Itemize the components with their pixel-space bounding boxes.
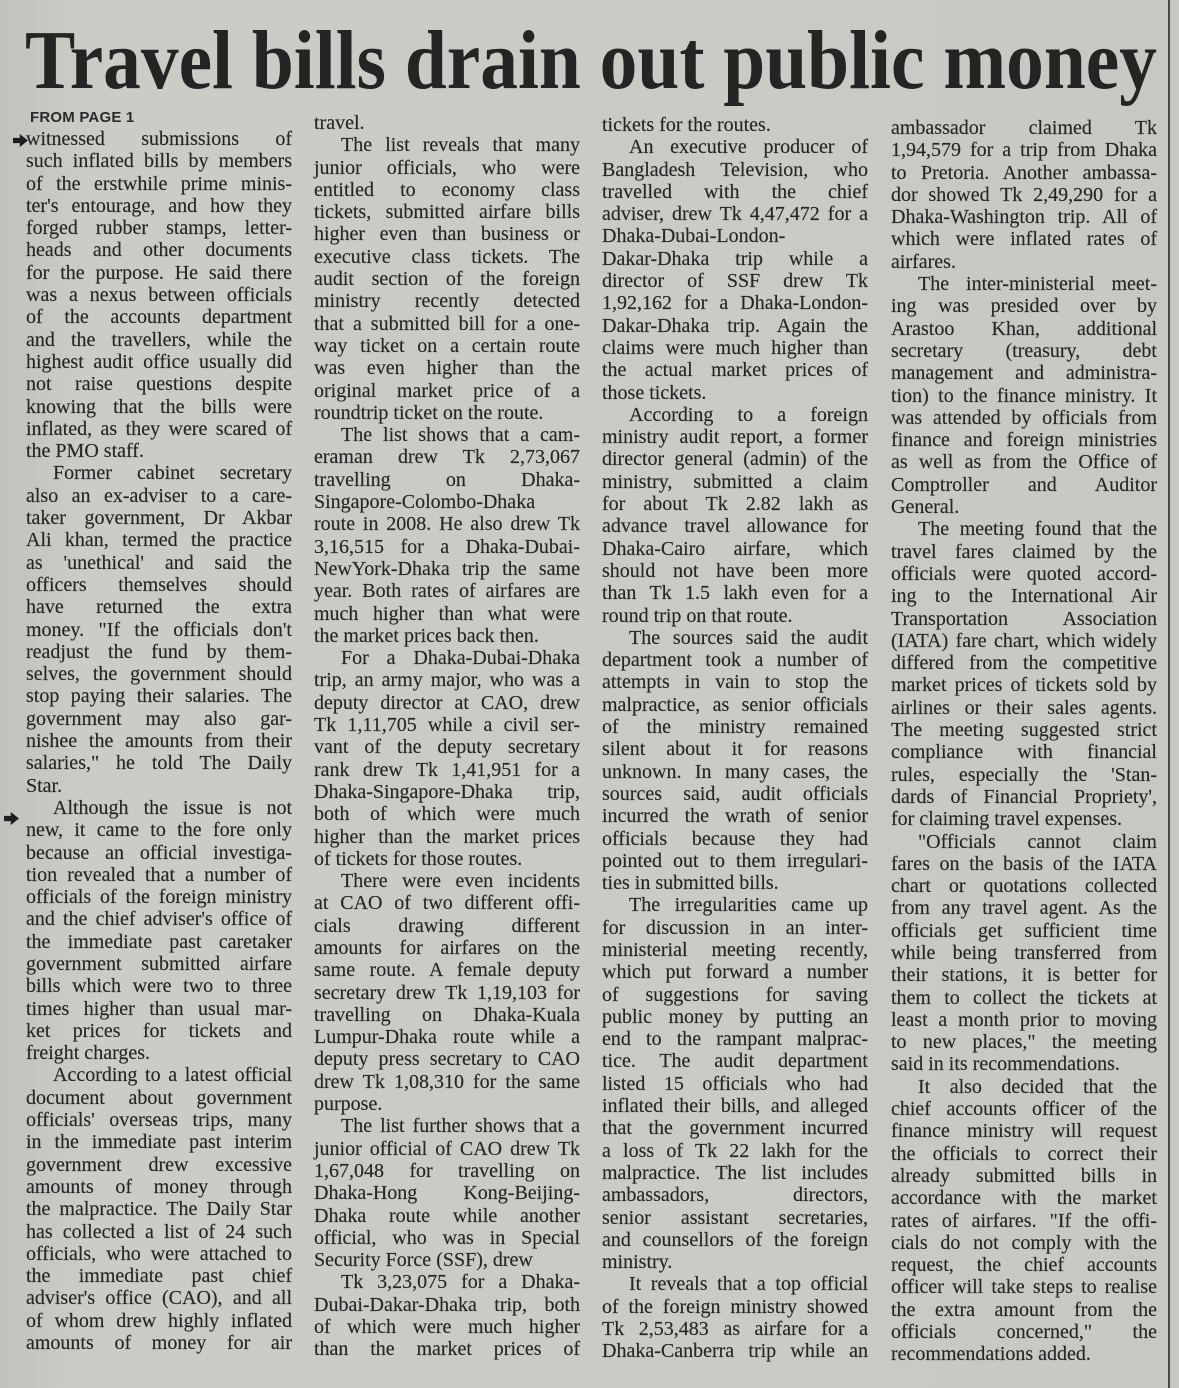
text-line: them to collect the tickets at bbox=[891, 986, 1157, 1009]
text-line: Tk 3,23,075 for a Dhaka- bbox=[341, 1271, 580, 1294]
text-line: "Officials cannot claim bbox=[918, 830, 1157, 853]
text-line: Dhaka-Washington trip. All of bbox=[891, 206, 1157, 229]
text-line: was attended by officials from bbox=[891, 406, 1157, 429]
text-line: rank drew Tk 1,41,951 for a bbox=[314, 758, 580, 781]
text-line: ket prices for tickets and bbox=[26, 1019, 292, 1042]
text-line: inflated, as they were scared of bbox=[26, 417, 292, 440]
text-line: According to a foreign bbox=[629, 403, 868, 426]
paragraph bbox=[602, 627, 868, 895]
paragraph bbox=[314, 424, 580, 647]
text-line: Transportation Association bbox=[891, 607, 1157, 630]
text-line: deputy director at CAO, drew bbox=[314, 691, 580, 714]
arrow-marker-icon bbox=[4, 812, 19, 825]
text-line: tickets for the routes. bbox=[602, 114, 771, 136]
text-line: was a nexus between officials bbox=[26, 284, 292, 307]
text-line: as well as from the Office of bbox=[891, 451, 1157, 474]
text-line: because an official investiga- bbox=[26, 841, 292, 864]
text-line: taker government, Dr Akbar bbox=[26, 507, 292, 530]
text-line: officials, who were attached to bbox=[26, 1242, 292, 1265]
text-line: a loss of Tk 22 lakh for the bbox=[602, 1139, 868, 1162]
text-line: Dhaka-Dubai-London- bbox=[602, 225, 786, 248]
paragraph bbox=[26, 128, 292, 462]
text-line: drew Tk 1,08,310 for the same bbox=[314, 1070, 580, 1093]
text-line: heads and other documents bbox=[26, 239, 292, 262]
text-line: tice. The audit department bbox=[602, 1050, 868, 1073]
text-line: government submitted airfare bbox=[26, 952, 292, 975]
text-line: to Pretoria. Another ambassa- bbox=[891, 161, 1157, 184]
text-line: incurred the wrath of senior bbox=[602, 805, 868, 828]
paragraph bbox=[314, 647, 580, 870]
text-line: tion revealed that a number of bbox=[26, 863, 292, 886]
text-line: round trip on that route. bbox=[602, 604, 793, 627]
text-line: least a month prior to moving bbox=[891, 1008, 1157, 1031]
text-line: such inflated bills by members bbox=[26, 150, 292, 173]
text-line: the immediate past caretaker bbox=[26, 930, 292, 953]
text-line: of the erstwhile prime minis- bbox=[26, 172, 292, 195]
text-line: much higher than what were bbox=[314, 602, 580, 625]
text-line: finance ministry will request bbox=[891, 1120, 1157, 1143]
text-line: recommendations added. bbox=[891, 1343, 1091, 1366]
text-line: The list further shows that a bbox=[341, 1115, 580, 1138]
text-line: chief accounts officer of the bbox=[891, 1098, 1157, 1121]
text-line: eraman drew Tk 2,73,067 bbox=[314, 446, 580, 469]
text-line: dor showed Tk 2,49,290 for a bbox=[891, 183, 1157, 206]
paragraph bbox=[26, 1064, 292, 1354]
text-line: The inter-ministerial meet- bbox=[918, 273, 1157, 296]
text-line: official, who was in Special bbox=[314, 1226, 580, 1249]
paragraph bbox=[314, 134, 580, 424]
text-line: unknown. In many cases, the bbox=[602, 760, 868, 783]
text-line: also an ex-adviser to a care- bbox=[26, 484, 292, 507]
text-line: that the government incurred bbox=[602, 1117, 868, 1140]
text-line: of the ministry remained bbox=[602, 716, 868, 739]
text-line: new, it came to the fore only bbox=[26, 819, 292, 842]
text-line: times higher than usual mar- bbox=[26, 997, 292, 1020]
text-line: chart or quotations collected bbox=[891, 875, 1157, 898]
headline: Travel bills drain out public money bbox=[25, 14, 1157, 107]
text-line: officials were quoted accord- bbox=[891, 562, 1157, 585]
text-line: readjust the fund by them- bbox=[26, 640, 292, 663]
text-line: than Tk 1.5 lakh even for a bbox=[602, 582, 868, 605]
text-line: pointed out to them irregulari- bbox=[602, 849, 868, 872]
text-line: Security Force (SSF), drew bbox=[314, 1249, 533, 1272]
text-line: officer will take steps to realise bbox=[891, 1276, 1157, 1299]
text-line: listed 15 officials who had bbox=[602, 1072, 868, 1095]
text-line: end to the rampant malprac- bbox=[602, 1028, 868, 1051]
text-line: The sources said the audit bbox=[629, 626, 868, 649]
text-line: malpractice, as senior officials bbox=[602, 693, 868, 716]
paragraph bbox=[26, 462, 292, 796]
text-line: There were even incidents bbox=[341, 870, 580, 893]
text-line: officials get sufficient time bbox=[891, 919, 1157, 942]
text-line: and the chief adviser's office of bbox=[26, 908, 292, 931]
text-line: Tk 1,11,705 while a civil ser- bbox=[314, 714, 580, 737]
text-line: For a Dhaka-Dubai-Dhaka bbox=[341, 647, 580, 670]
text-line: same route. A female deputy bbox=[314, 959, 580, 982]
text-line: Singapore-Colombo-Dhaka bbox=[314, 491, 536, 514]
article-column-4 bbox=[891, 117, 1157, 1366]
text-line: cials drawing different bbox=[314, 914, 580, 937]
text-line: finance and foreign ministries bbox=[891, 429, 1157, 452]
text-line: travel fares claimed by the bbox=[891, 540, 1157, 563]
text-line: Dakar-Dhaka trip while a bbox=[602, 247, 868, 270]
text-line: 1,92,162 for a Dhaka-London- bbox=[602, 292, 868, 315]
text-line: audit section of the foreign bbox=[314, 268, 580, 291]
text-line: was even higher than the bbox=[314, 357, 580, 380]
text-line: of whom drew highly inflated bbox=[26, 1309, 292, 1332]
text-line: amounts of money for air bbox=[26, 1332, 292, 1355]
text-line: and the travellers, while the bbox=[26, 328, 292, 351]
text-line: Dhaka route while another bbox=[314, 1204, 580, 1227]
text-line: 1,67,048 for travelling on bbox=[314, 1159, 580, 1182]
text-line: Dubai-Dakar-Dhaka trip, both bbox=[314, 1293, 580, 1316]
text-line: 1,94,579 for a trip from Dhaka bbox=[891, 139, 1157, 162]
text-line: in the immediate past interim bbox=[26, 1131, 292, 1154]
text-line: both of which were much bbox=[314, 803, 580, 826]
text-line: roundtrip ticket on the route. bbox=[314, 401, 544, 424]
text-line: purpose. bbox=[314, 1093, 383, 1116]
text-line: department took a number of bbox=[602, 649, 868, 672]
text-line: has collected a list of 24 such bbox=[26, 1220, 292, 1243]
text-line: while being transferred from bbox=[891, 941, 1157, 964]
text-line: Former cabinet secretary bbox=[53, 462, 292, 485]
text-line: ter's entourage, and how they bbox=[26, 194, 292, 217]
text-line: of the accounts department bbox=[26, 306, 292, 329]
text-line: should not have been more bbox=[602, 559, 868, 582]
paragraph bbox=[314, 1115, 580, 1271]
text-line: which were inflated rates of bbox=[891, 228, 1157, 251]
text-line: entitled to economy class bbox=[314, 178, 580, 201]
paragraph bbox=[891, 273, 1157, 518]
text-line: senior assistant secretaries, bbox=[602, 1206, 868, 1229]
text-line: those tickets. bbox=[602, 381, 707, 404]
text-line: Dhaka-Hong Kong-Beijing- bbox=[314, 1182, 580, 1205]
text-line: junior official of CAO drew Tk bbox=[314, 1137, 580, 1160]
text-line: year. Both rates of airfares are bbox=[314, 580, 580, 603]
text-line: forged rubber stamps, letter- bbox=[26, 217, 292, 240]
text-line: NewYork-Dhaka trip the same bbox=[314, 557, 580, 580]
text-line: The irregularities came up bbox=[629, 894, 868, 917]
text-line: of tickets for those routes. bbox=[314, 847, 523, 870]
text-line: junior officials, who were bbox=[314, 156, 580, 179]
text-line: rates of airfares. "If the offi- bbox=[891, 1209, 1157, 1232]
text-line: highest audit office usually did bbox=[26, 350, 292, 373]
text-line: management and administra- bbox=[891, 362, 1157, 385]
text-line: secretary drew Tk 1,19,103 for bbox=[314, 981, 580, 1004]
text-line: travel. bbox=[314, 112, 365, 134]
text-line: the immediate past chief bbox=[26, 1265, 292, 1288]
text-line: Star. bbox=[26, 774, 63, 797]
paragraph bbox=[891, 1076, 1157, 1366]
text-line: Bangladesh Television, who bbox=[602, 158, 868, 181]
paragraph bbox=[602, 404, 868, 627]
article-column-1 bbox=[26, 128, 292, 1354]
text-line: inflated their bills, and alleged bbox=[602, 1095, 868, 1118]
text-line: nishee the amounts from their bbox=[26, 730, 292, 753]
text-line: ministry recently detected bbox=[314, 290, 580, 313]
text-line: sources said, audit officials bbox=[602, 782, 868, 805]
text-line: General. bbox=[891, 496, 960, 519]
text-line: witnessed submissions of bbox=[26, 128, 292, 150]
paragraph bbox=[602, 114, 868, 136]
text-line: knowing that the bills were bbox=[26, 395, 292, 418]
text-line: which put forward a number bbox=[602, 961, 868, 984]
text-line: dards of Financial Propriety', bbox=[891, 785, 1157, 808]
text-line: The meeting suggested strict bbox=[891, 719, 1157, 742]
text-line: ministry audit report, a former bbox=[602, 426, 868, 449]
text-line: higher than the market prices bbox=[314, 825, 580, 848]
text-line: to new places," the meeting bbox=[891, 1031, 1157, 1054]
paragraph bbox=[26, 797, 292, 1065]
text-line: from any travel agent. As the bbox=[891, 897, 1157, 920]
text-line: Tk 2,53,483 as airfare for a bbox=[602, 1318, 868, 1341]
text-line: the PMO staff. bbox=[26, 440, 144, 463]
text-line: not raise questions despite bbox=[26, 373, 292, 396]
text-line: ministry, submitted a claim bbox=[602, 470, 868, 493]
text-line: for discussion in an inter- bbox=[602, 916, 868, 939]
text-line: ing to the International Air bbox=[891, 585, 1157, 608]
text-line: original market price of a bbox=[314, 379, 580, 402]
text-line: way ticket on a certain route bbox=[314, 334, 580, 357]
text-line: airlines or their sales agents. bbox=[891, 696, 1157, 719]
paragraph bbox=[891, 518, 1157, 830]
text-line: the market prices back then. bbox=[314, 624, 539, 647]
text-line: route in 2008. He also drew Tk bbox=[314, 513, 580, 536]
text-line: differed from the competitive bbox=[891, 652, 1157, 675]
text-line: tion) to the finance ministry. It bbox=[891, 384, 1157, 407]
text-line: travelled with the chief bbox=[602, 180, 868, 203]
text-line: director general (admin) of the bbox=[602, 448, 868, 471]
text-line: airfares. bbox=[891, 250, 956, 273]
text-line: Comptroller and Auditor bbox=[891, 473, 1157, 496]
paragraph bbox=[314, 112, 580, 134]
text-line: as 'unethical' and said the bbox=[26, 551, 292, 574]
text-line: Dhaka-Canberra trip while an bbox=[602, 1340, 868, 1363]
text-line: money. "If the officials don't bbox=[26, 618, 292, 641]
text-line: government drew excessive bbox=[26, 1153, 292, 1176]
text-line: for about Tk 2.82 lakh as bbox=[602, 493, 868, 516]
text-line: higher even than business or bbox=[314, 223, 580, 246]
text-line: adviser's office (CAO), and all bbox=[26, 1287, 292, 1310]
text-line: officials concerned," the bbox=[891, 1321, 1157, 1344]
text-line: the malpractice. The Daily Star bbox=[26, 1198, 292, 1221]
text-line: at CAO of two different offi- bbox=[314, 892, 580, 915]
article-column-2 bbox=[314, 112, 580, 1361]
text-line: already submitted bills in bbox=[891, 1164, 1157, 1187]
text-line: advance travel allowance for bbox=[602, 515, 868, 538]
paragraph bbox=[314, 870, 580, 1115]
text-line: (IATA) fare chart, which widely bbox=[891, 629, 1157, 652]
text-line: travelling on Dhaka- bbox=[314, 468, 580, 491]
text-line: officials' overseas trips, many bbox=[26, 1109, 292, 1132]
paragraph bbox=[602, 1273, 868, 1362]
text-line: the extra amount from the bbox=[891, 1298, 1157, 1321]
text-line: secretary (treasury, debt bbox=[891, 339, 1157, 362]
text-line: the officials to correct their bbox=[891, 1142, 1157, 1165]
article-column-3 bbox=[602, 114, 868, 1363]
text-line: cials do not comply with the bbox=[891, 1231, 1157, 1254]
paragraph bbox=[891, 831, 1157, 1076]
text-line: ministry. bbox=[602, 1251, 673, 1274]
text-line: director of SSF drew Tk bbox=[602, 270, 868, 293]
text-line: It reveals that a top official bbox=[629, 1273, 868, 1296]
text-line: According to a latest official bbox=[53, 1064, 292, 1087]
text-line: amounts for airfares on the bbox=[314, 936, 580, 959]
text-line: attempts in vain to stop the bbox=[602, 671, 868, 694]
text-line: The list shows that a cam- bbox=[341, 424, 580, 447]
paragraph bbox=[314, 1271, 580, 1360]
text-line: compliance with financial bbox=[891, 741, 1157, 764]
text-line: officials because they had bbox=[602, 827, 868, 850]
text-line: It also decided that the bbox=[918, 1075, 1157, 1098]
text-line: that a submitted bill for a one- bbox=[314, 312, 580, 335]
text-line: of the foreign ministry showed bbox=[602, 1295, 868, 1318]
text-line: officers themselves should bbox=[26, 573, 292, 596]
paragraph bbox=[891, 117, 1157, 273]
text-line: executive class tickets. The bbox=[314, 245, 580, 268]
text-line: ambassador claimed Tk bbox=[891, 117, 1157, 139]
text-line: The list reveals that many bbox=[341, 134, 580, 157]
text-line: of which were much higher bbox=[314, 1316, 580, 1339]
text-line: An executive producer of bbox=[629, 136, 868, 159]
text-line: than the market prices of bbox=[314, 1338, 580, 1361]
text-line: Lumpur-Dhaka route while a bbox=[314, 1026, 580, 1049]
text-line: salaries," he told The Daily bbox=[26, 752, 292, 775]
text-line: bills which were two to three bbox=[26, 975, 292, 998]
text-line: ties in submitted bills. bbox=[602, 872, 779, 895]
text-line: the actual market prices of bbox=[602, 359, 868, 382]
text-line: request, the chief accounts bbox=[891, 1254, 1157, 1277]
text-line: deputy press secretary to CAO bbox=[314, 1048, 580, 1071]
text-line: officials of the foreign ministry bbox=[26, 886, 292, 909]
text-line: document about government bbox=[26, 1086, 292, 1109]
text-line: of suggestions for saving bbox=[602, 983, 868, 1006]
text-line: 3,16,515 for a Dhaka-Dubai- bbox=[314, 535, 580, 558]
text-line: ministerial meeting recently, bbox=[602, 938, 868, 961]
text-line: Dhaka-Singapore-Dhaka trip, bbox=[314, 780, 580, 803]
text-line: Arastoo Khan, additional bbox=[891, 317, 1157, 340]
text-line: public money by putting an bbox=[602, 1005, 868, 1028]
from-page-label: FROM PAGE 1 bbox=[30, 109, 135, 126]
text-line: vant of the deputy secretary bbox=[314, 736, 580, 759]
text-line: said in its recommendations. bbox=[891, 1053, 1120, 1076]
text-line: ambassadors, directors, bbox=[602, 1184, 868, 1207]
text-line: Dakar-Dhaka trip. Again the bbox=[602, 314, 868, 337]
text-line: Ali khan, termed the practice bbox=[26, 529, 292, 552]
text-line: amounts of money through bbox=[26, 1175, 292, 1198]
text-line: silent about it for reasons bbox=[602, 738, 868, 761]
text-line: tickets, submitted airfare bills bbox=[314, 201, 580, 224]
text-line: stop paying their salaries. The bbox=[26, 685, 292, 708]
text-line: have returned the extra bbox=[26, 596, 292, 619]
text-line: adviser, drew Tk 4,47,472 for a bbox=[602, 203, 868, 226]
text-line: Dhaka-Cairo airfare, which bbox=[602, 537, 868, 560]
text-line: market prices of tickets sold by bbox=[891, 674, 1157, 697]
paragraph bbox=[602, 136, 868, 404]
text-line: for the purpose. He said there bbox=[26, 261, 292, 284]
text-line: freight charges. bbox=[26, 1042, 151, 1065]
text-line: accordance with the market bbox=[891, 1187, 1157, 1210]
text-line: for claiming travel expenses. bbox=[891, 808, 1123, 831]
text-line: claims were much higher than bbox=[602, 336, 868, 359]
text-line: rules, especially the 'Stan- bbox=[891, 763, 1157, 786]
page-edge-rule bbox=[1168, 0, 1170, 1388]
text-line: fares on the basis of the IATA bbox=[891, 852, 1157, 875]
text-line: their stations, it is better for bbox=[891, 964, 1157, 987]
text-line: and counsellors of the foreign bbox=[602, 1228, 868, 1251]
text-line: selves, the government should bbox=[26, 663, 292, 686]
text-line: The meeting found that the bbox=[918, 518, 1157, 541]
text-line: travelling on Dhaka-Kuala bbox=[314, 1003, 580, 1026]
paragraph bbox=[602, 894, 868, 1273]
text-line: government may also gar- bbox=[26, 707, 292, 730]
text-line: ing was presided over by bbox=[891, 295, 1157, 318]
text-line: malpractice. The list includes bbox=[602, 1161, 868, 1184]
text-line: trip, an army major, who was a bbox=[314, 669, 580, 692]
text-line: Although the issue is not bbox=[53, 796, 292, 819]
